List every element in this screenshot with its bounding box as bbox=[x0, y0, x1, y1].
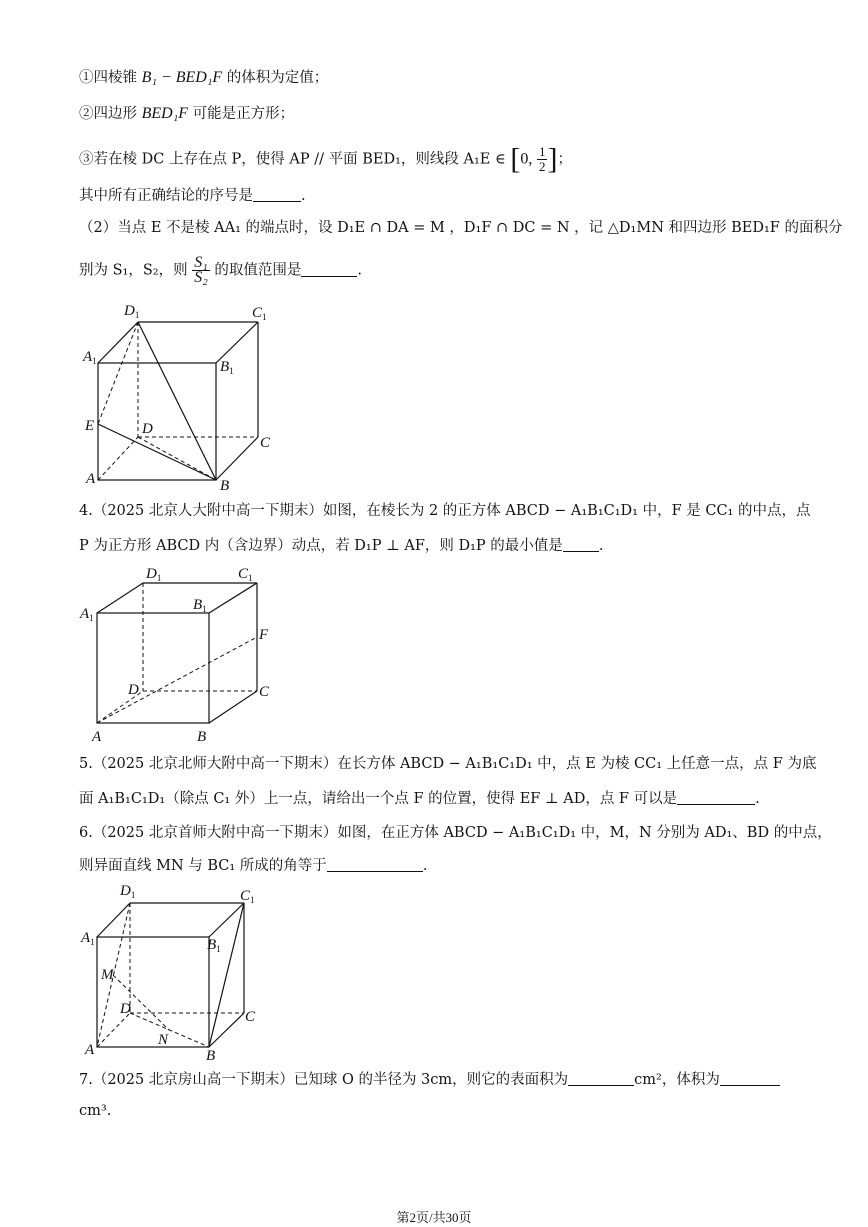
q4-line1: 4.（2025 北京人大附中高一下期末）如图，在棱长为 2 的正方体 ABCD − A₁B₁C₁D₁ 中，F 是 CC₁ 的中点，点 bbox=[79, 503, 811, 519]
label-A: A bbox=[86, 471, 96, 487]
label-F: F bbox=[259, 627, 269, 643]
label-D1: $D_1$ bbox=[146, 566, 162, 583]
q5-line2: 面 A₁B₁C₁D₁（除点 C₁ 外）上一点，请给出一个点 F 的位置，使得 EF ⊥ AD，点 F 可以是 . bbox=[79, 791, 760, 807]
label-B1: $B_1$ bbox=[193, 597, 207, 614]
label-D: D bbox=[128, 682, 139, 698]
part2-line2: 别为 S₁，S₂，则 $\frac{\text{S₁}}{\text{S₂}}$ 的取值范围是 . bbox=[79, 254, 362, 286]
cube-figure-2 bbox=[80, 565, 290, 745]
q4-line2: P 为正方形 ABCD 内（含边界）动点，若 D₁P ⊥ AF，则 D₁P 的最小值是 . bbox=[79, 538, 604, 554]
statement-1: ①四棱锥 B₁ − BED₁F 的体积为定值； bbox=[79, 69, 329, 86]
label-C1: $C_1$ bbox=[252, 305, 267, 322]
label-B: B bbox=[206, 1048, 216, 1064]
label-D1: $D_1$ bbox=[120, 883, 136, 900]
answer-blank[interactable] bbox=[563, 537, 599, 552]
cube-figure-1 bbox=[80, 300, 280, 494]
answer-blank[interactable] bbox=[327, 857, 423, 872]
label-C: C bbox=[259, 684, 270, 700]
label-D1: $D_1$ bbox=[124, 303, 140, 320]
cube-figure-3 bbox=[80, 880, 280, 1064]
statement-3: ③若在棱 DC 上存在点 P，使得 AP // 平面 BED₁，则线段 A₁E ∈ [0, $\frac{1}{2}$ ]； bbox=[79, 142, 572, 176]
label-B1: $B_1$ bbox=[207, 937, 221, 954]
label-A1: $A_1$ bbox=[81, 930, 95, 947]
statement-2: ②四边形 BED₁F 可能是正方形； bbox=[79, 105, 295, 122]
label-A: A bbox=[85, 1042, 95, 1058]
answer-blank[interactable] bbox=[677, 790, 755, 805]
page-footer: 第2页/共30页 bbox=[396, 1210, 472, 1225]
label-B: B bbox=[220, 478, 230, 494]
part2-line1: （2）当点 E 不是棱 AA₁ 的端点时，设 D₁E ∩ DA = M ，D₁F ∩ DC = N ，记 △D₁MN 和四边形 BED₁F 的面积分 bbox=[79, 220, 843, 236]
label-C1: $C_1$ bbox=[240, 888, 255, 905]
label-A1: $A_1$ bbox=[83, 349, 97, 366]
label-C: C bbox=[260, 435, 271, 451]
q7-line2: cm³. bbox=[79, 1103, 112, 1119]
label-B: B bbox=[197, 729, 207, 745]
label-C: C bbox=[245, 1009, 256, 1025]
label-N: N bbox=[158, 1032, 169, 1048]
label-D: D bbox=[142, 421, 153, 437]
label-A1: $A_1$ bbox=[80, 606, 94, 623]
label-M: M bbox=[101, 967, 114, 983]
answer-blank[interactable] bbox=[301, 262, 357, 277]
q6-line1: 6.（2025 北京首师大附中高一下期末）如图，在正方体 ABCD − A₁B₁C₁D₁ 中，M，N 分别为 AD₁、BD 的中点， bbox=[79, 825, 832, 841]
question-ask: 其中所有正确结论的序号是 . bbox=[79, 188, 306, 204]
label-C1: $C_1$ bbox=[238, 566, 253, 583]
answer-blank-area[interactable] bbox=[568, 1071, 634, 1086]
q6-line2: 则异面直线 MN 与 BC₁ 所成的角等于 . bbox=[79, 858, 428, 874]
answer-blank-volume[interactable] bbox=[720, 1071, 780, 1086]
label-E: E bbox=[85, 418, 95, 434]
answer-blank[interactable] bbox=[253, 187, 301, 202]
label-D: D bbox=[120, 1001, 131, 1017]
q5-line1: 5.（2025 北京北师大附中高一下期末）在长方体 ABCD − A₁B₁C₁D₁ 中，点 E 为棱 CC₁ 上任意一点，点 F 为底 bbox=[79, 756, 817, 772]
label-B1: $B_1$ bbox=[220, 359, 234, 376]
q7-line1: 7.（2025 北京房山高一下期末）已知球 O 的半径为 3cm，则它的表面积为 cm²，体积为 bbox=[79, 1070, 780, 1090]
label-A: A bbox=[92, 729, 102, 745]
